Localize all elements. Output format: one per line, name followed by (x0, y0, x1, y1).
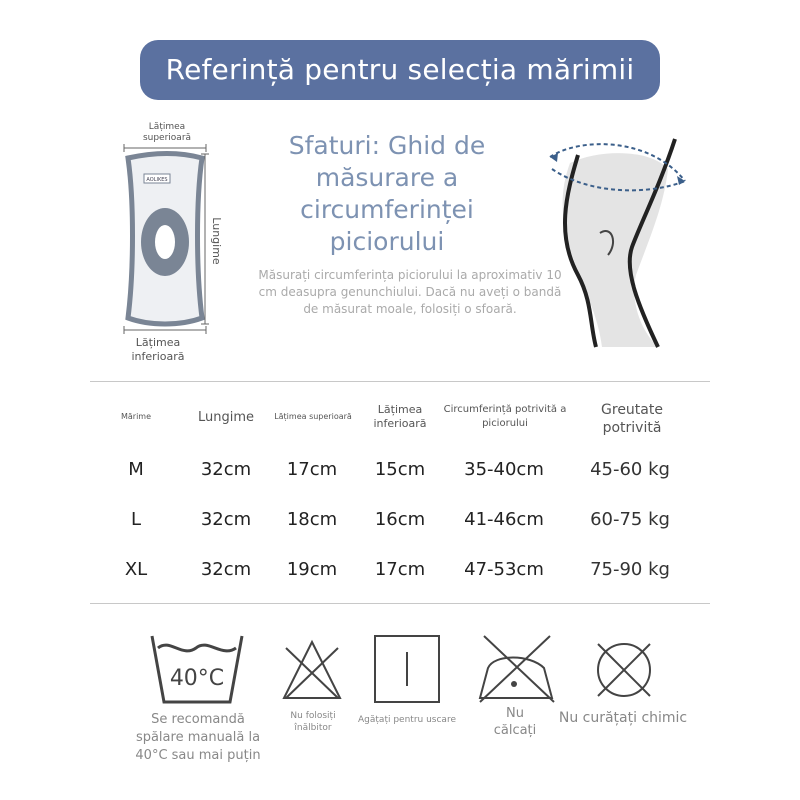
row-m-weight: 45-60 kg (590, 459, 670, 480)
hand-wash-40-icon (148, 632, 246, 708)
length-label: Lungime (210, 217, 223, 265)
row-m-circumference: 35-40cm (464, 459, 544, 480)
row-xl-weight: 75-90 kg (590, 559, 670, 580)
row-xl-top-width: 19cm (286, 559, 338, 580)
row-m-bottom-width: 15cm (374, 459, 426, 480)
row-l-length: 32cm (200, 509, 252, 530)
care-label-no-dry-clean: Nu curățați chimic (558, 710, 688, 726)
no-bleach-icon (280, 638, 344, 702)
tips-text: Măsurați circumferința piciorului la aproximativ 10 cm deasupra genunchiului. Dacă nu aveți o bandă de măsurat moale, folosiți o sfoară. (258, 268, 562, 316)
header-top-width: Lățimea superioară (274, 412, 352, 421)
care-label-no-bleach: Nu folosiți înălbitor (290, 711, 336, 733)
row-xl-size: XL (124, 559, 148, 580)
row-l-circumference: 41-46cm (464, 509, 544, 530)
row-l-bottom-width: 16cm (374, 509, 426, 530)
row-xl-circumference: 47-53cm (464, 559, 544, 580)
row-m-top-width: 17cm (286, 459, 338, 480)
hang-dry-icon (373, 634, 441, 704)
wash-temp-text: 40°C (169, 666, 225, 691)
care-label-no-iron: Nu călcați (493, 706, 537, 738)
row-m-length: 32cm (200, 459, 252, 480)
care-label-hang-dry: Agățați pentru uscare (358, 715, 456, 725)
divider-top (90, 381, 710, 382)
no-iron-icon (474, 634, 558, 704)
header-leg-circumference: Circumferință potrivită a piciorului (443, 404, 567, 429)
no-dry-clean-icon (592, 638, 656, 702)
leg-measurement-illustration (540, 125, 700, 350)
header-bottom-width: Lățimea inferioară (373, 403, 427, 430)
bottom-width-label: Lățimea inferioară (131, 336, 185, 363)
header-weight: Greutate potrivită (601, 402, 663, 436)
header-size: Mărime (120, 412, 152, 421)
row-m-size: M (128, 459, 144, 480)
care-label-hand-wash: Se recomandă spălare manuală la 40°C sau mai puțin (135, 712, 261, 763)
row-xl-length: 32cm (200, 559, 252, 580)
page-title-banner: Referință pentru selecția mărimii (140, 40, 660, 100)
divider-bottom (90, 603, 710, 604)
row-l-weight: 60-75 kg (590, 509, 670, 530)
top-width-label: Lățimea superioară (142, 122, 192, 143)
tips-title: Sfaturi: Ghid de măsurare a circumferinței piciorului (288, 131, 486, 256)
row-l-size: L (130, 509, 142, 530)
row-l-top-width: 18cm (286, 509, 338, 530)
row-xl-bottom-width: 17cm (374, 559, 426, 580)
brand-tag-text: AOLIKES (146, 177, 168, 183)
header-length: Lungime (197, 410, 255, 425)
